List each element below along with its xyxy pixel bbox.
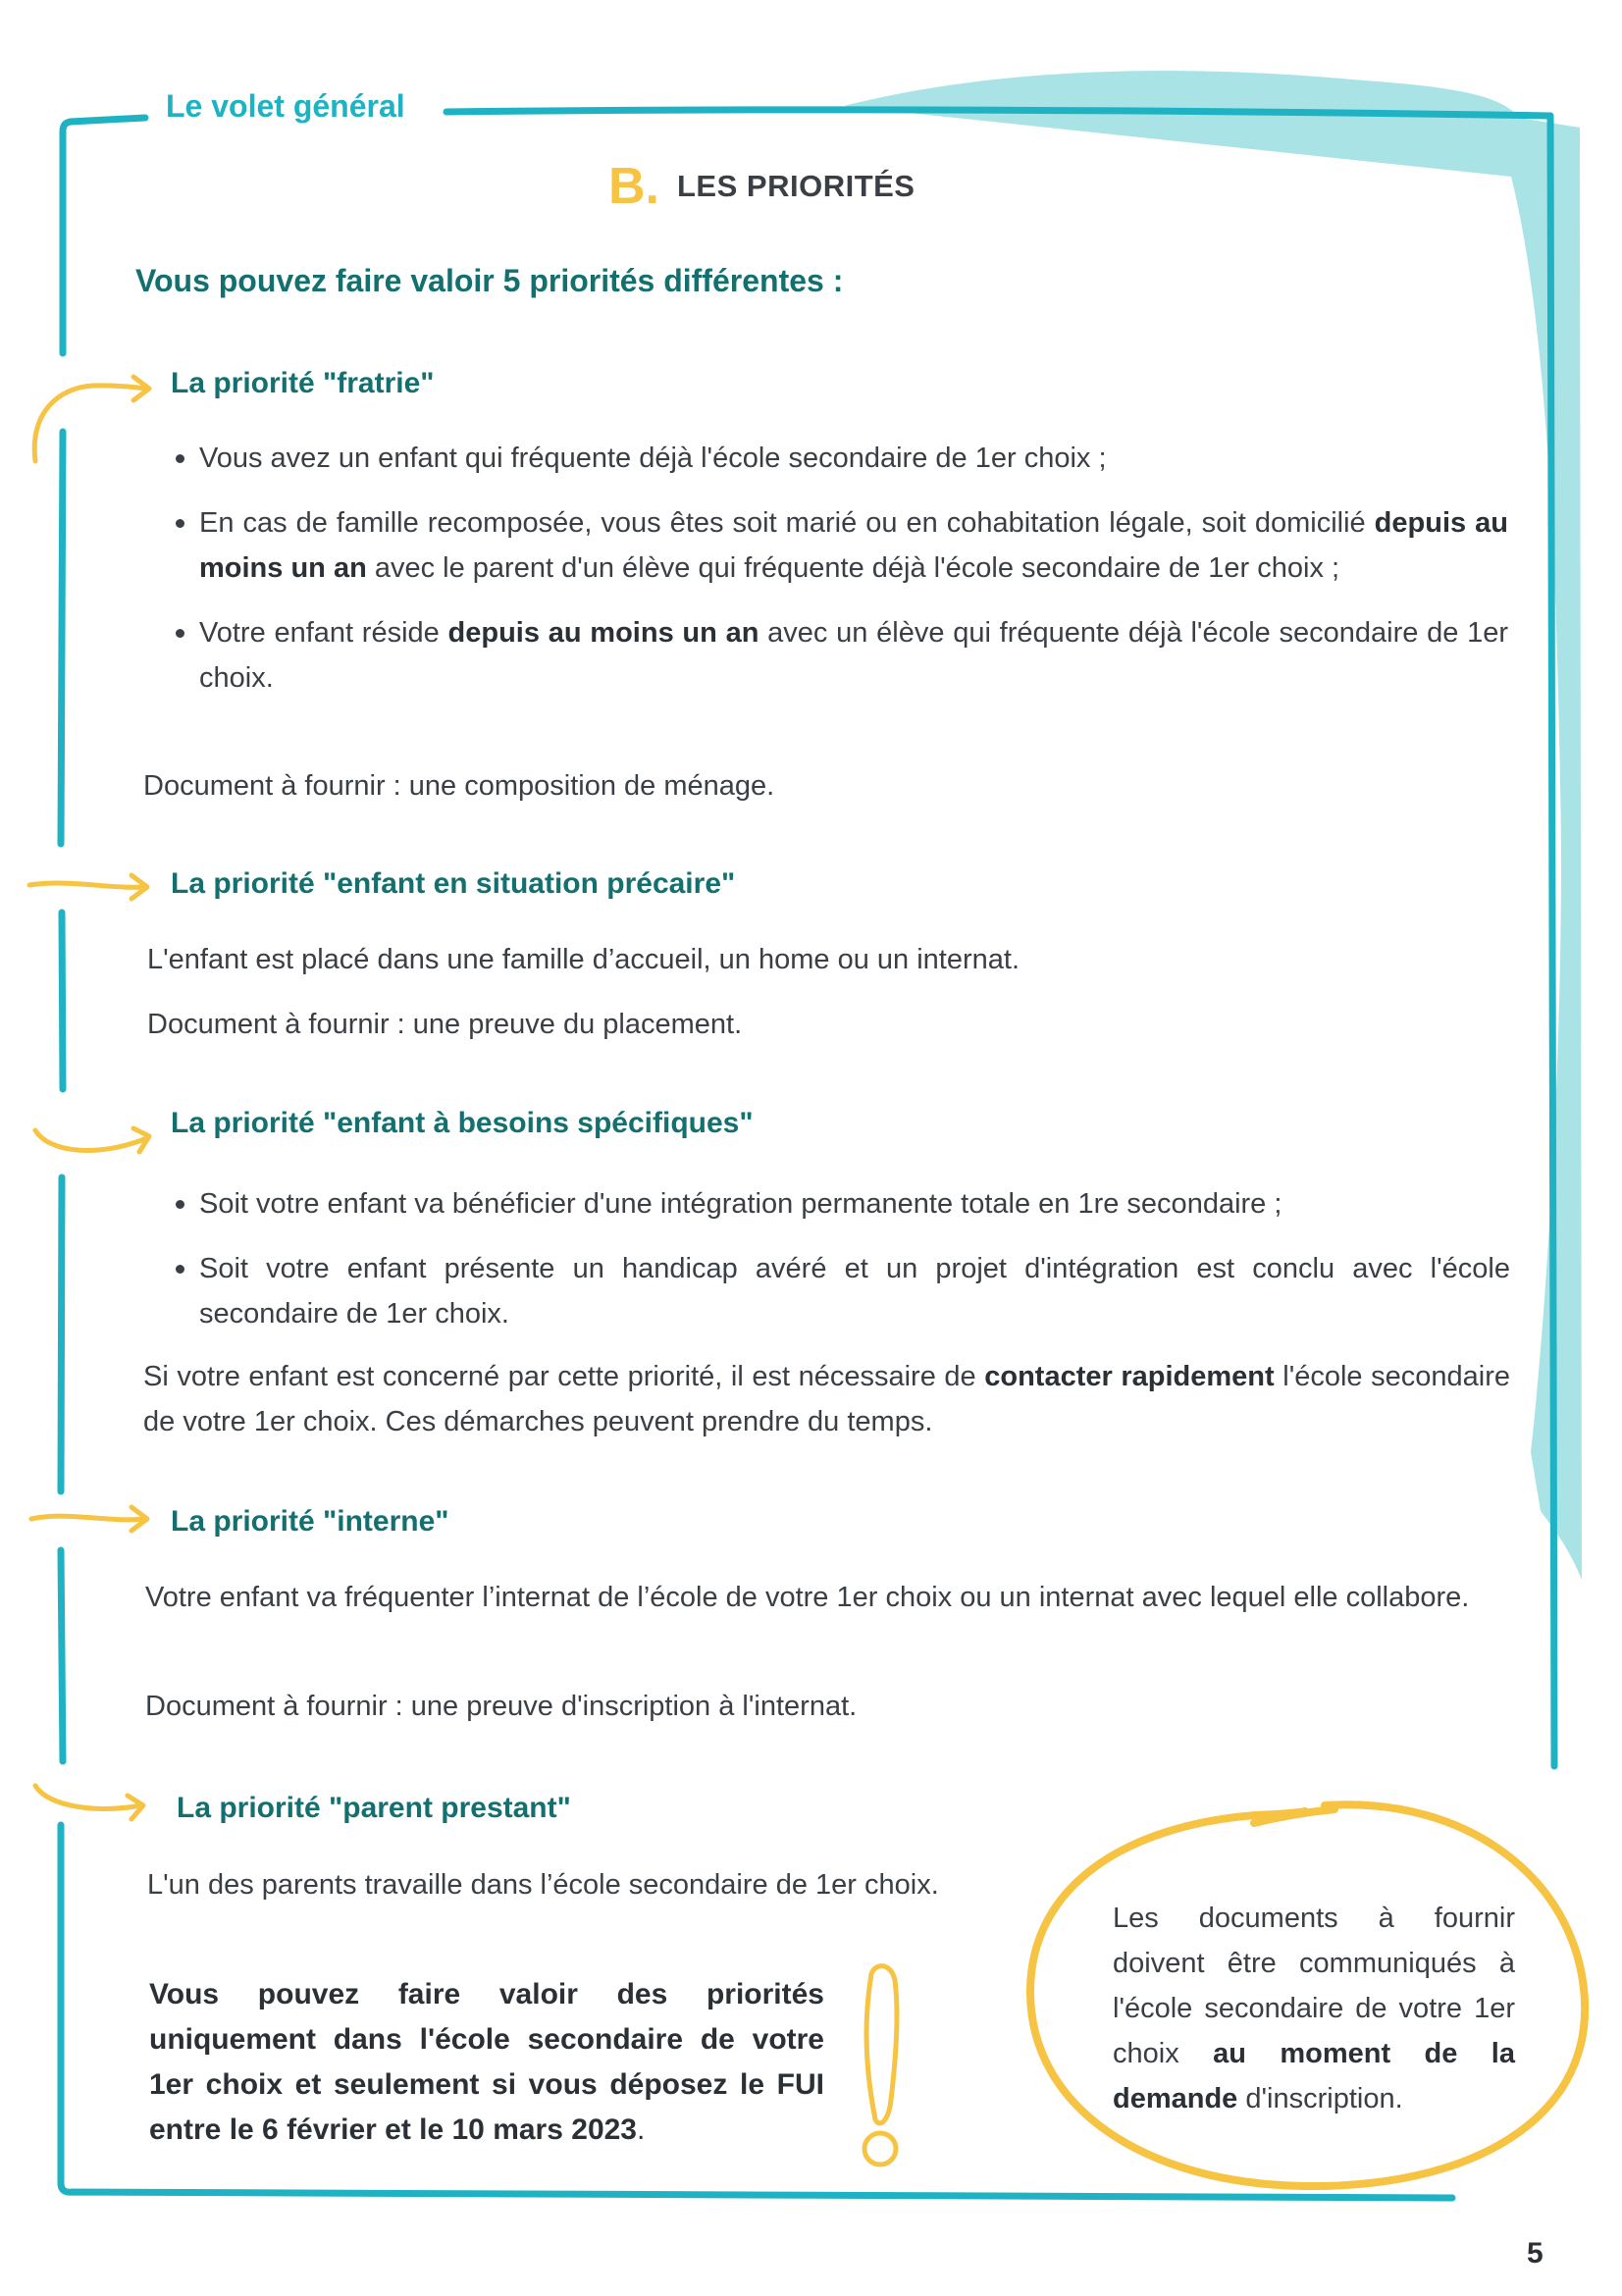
besoins-note: Si votre enfant est concerné par cette priorité, il est nécessaire de contacter rapidement l'école secondaire de votre 1er choix. Ces démarches peuvent prendre du temps. <box>143 1361 1511 1437</box>
arrow-icon <box>35 1786 143 1819</box>
precaire-text: L'enfant est placé dans une famille d’accueil, un home ou un internat. <box>147 944 1020 975</box>
besoins-list <box>199 1181 1510 1356</box>
list-item: Soit votre enfant va bénéficier d'une intégration permanente totale en 1re secondaire ; <box>199 1181 1510 1226</box>
title-text: LES PRIORITÉS <box>677 169 916 203</box>
list-item: Soit votre enfant présente un handicap avéré et un projet d'intégration est conclu avec l'école secondaire de 1er choix. <box>199 1246 1510 1336</box>
list-item: En cas de famille recomposée, vous êtes soit marié ou en cohabitation légale, soit domicilié depuis au moins un an avec le parent d'un élève qui fréquente déjà l'école secondaire de 1er choix ; <box>199 500 1508 591</box>
interne-document: Document à fournir : une preuve d'inscription à l'internat. <box>145 1691 858 1722</box>
list-item: Vous avez un enfant qui fréquente déjà l'école secondaire de 1er choix ; <box>199 436 1508 481</box>
arrow-icon <box>34 377 149 461</box>
arrow-icon <box>29 875 147 899</box>
heading-interne: La priorité "interne" <box>171 1505 449 1538</box>
fratrie-list <box>199 436 1508 720</box>
circle-note: Les documents à fournir doivent être communiqués à l'école secondaire de votre 1er choix au moment de la demande d'inscription. <box>1113 1903 1515 2114</box>
arrow-icon <box>31 1507 147 1531</box>
list-item: Votre enfant réside depuis au moins un an avec un élève qui fréquente déjà l'école secondaire de 1er choix. <box>199 610 1508 701</box>
prestant-text: L'un des parents travaille dans l’école secondaire de 1er choix. <box>147 1869 939 1901</box>
heading-prestant: La priorité "parent prestant" <box>177 1792 571 1824</box>
interne-text: Votre enfant va fréquenter l’internat de l’école de votre 1er choix ou un internat avec lequel elle collabore. <box>145 1582 1470 1613</box>
page-title <box>608 157 915 216</box>
heading-fratrie: La priorité "fratrie" <box>171 367 435 399</box>
arrow-icon <box>35 1128 149 1152</box>
page-number: 5 <box>1527 2237 1544 2270</box>
fratrie-document: Document à fournir : une composition de ménage. <box>143 770 775 802</box>
section-label: Le volet général <box>160 88 411 125</box>
exclamation-icon <box>864 1966 897 2165</box>
title-letter: B. <box>608 158 659 215</box>
intro-text: Vous pouvez faire valoir 5 priorités différentes : <box>135 263 844 298</box>
precaire-document: Document à fournir : une preuve du placement. <box>147 1009 743 1040</box>
heading-precaire: La priorité "enfant en situation précaire" <box>171 867 736 900</box>
warning-text: Vous pouvez faire valoir des priorités uniquement dans l'école secondaire de votre 1er choix et seulement si vous déposez le FUI entre le 6 février et le 10 mars 2023. <box>149 1978 824 2146</box>
heading-besoins: La priorité "enfant à besoins spécifiques" <box>171 1107 754 1139</box>
